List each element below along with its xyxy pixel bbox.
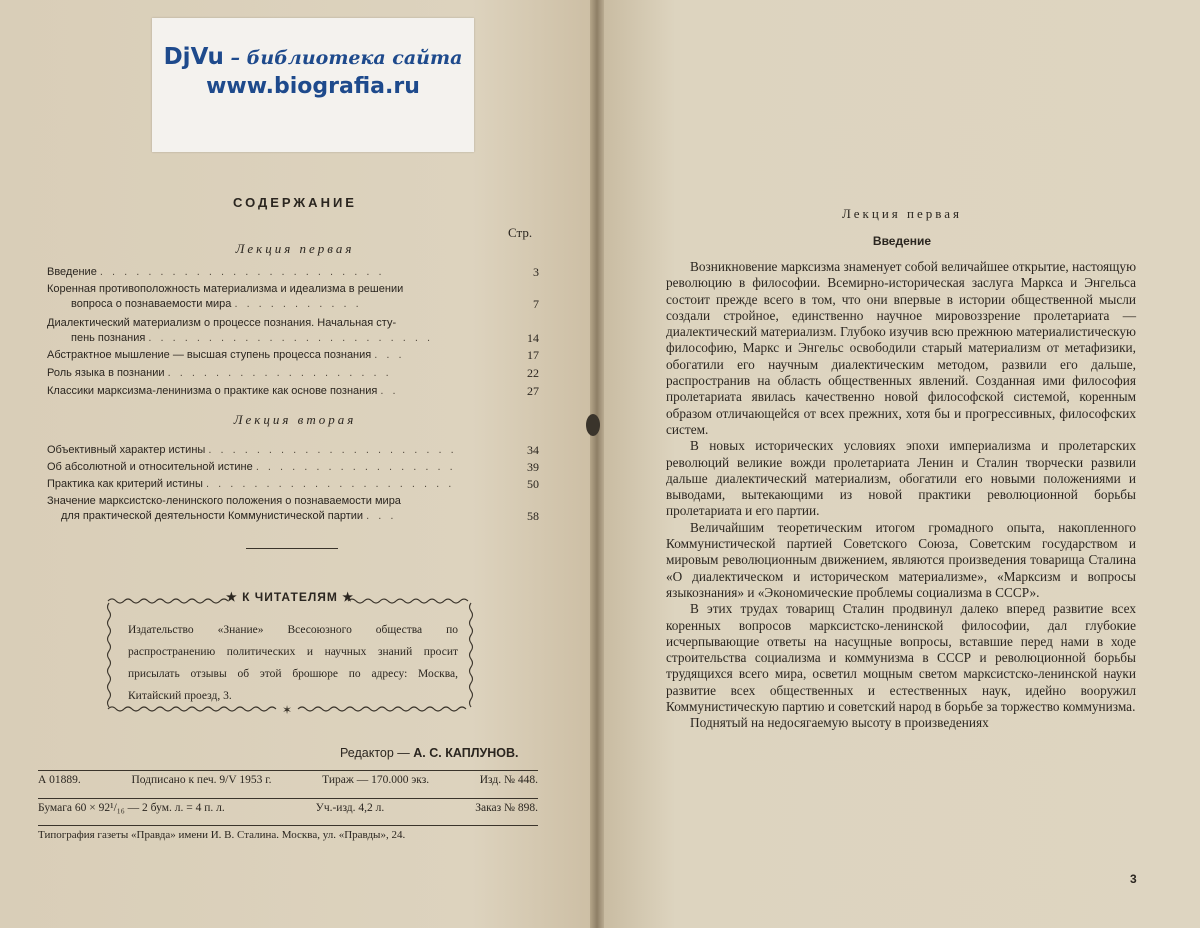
stamp-brand-line bbox=[152, 44, 474, 70]
toc-list-lecture-2 bbox=[47, 443, 545, 524]
section-heading: Введение bbox=[872, 234, 932, 248]
toc-item[interactable]: Диалектический материализм о процессе познания. Начальная сту- пень познания . . . . . . . . . . . . . . . . . . . . . . . . 14 bbox=[47, 317, 539, 345]
lecture-heading: Лекция первая bbox=[842, 206, 962, 221]
toc-item[interactable]: Классики марксизма-ленинизма о практике как основе познания . . 27 bbox=[47, 384, 539, 398]
toc-item[interactable]: Коренная противоположность материализма и идеализма в решении вопроса о познаваемости мира . . . . . . . . . . . 7 bbox=[47, 283, 539, 311]
reader-notice-text: Издательство «Знание» Всесоюзного общества по распространению политических и научных знаний просит присылать отзывы об этой брошюре по адресу: Москва, Китайский проезд, 3. bbox=[128, 624, 458, 702]
paragraph: В новых исторических условиях эпохи империализма и пролетарских революций великие вожди пролетариата Ленин и Сталин творчески развили дальше диалектический материализм, обогатили его новыми положениями и выводами, вытекающими из новой практики революционной борьбы пролетариата и его партии. bbox=[666, 438, 1136, 519]
toc-list-lecture-1 bbox=[47, 265, 545, 399]
toc-lecture-heading-2: Лекция вторая bbox=[233, 412, 357, 427]
imprint-line-2: Бумага 60 × 92¹/₁₆ — 2 бум. л. = 4 п. л. Уч.-изд. 4,2 л. Заказ № 898. bbox=[38, 798, 538, 814]
toc-page-column-label: Стр. bbox=[508, 225, 533, 240]
imprint-line-1: А 01889. Подписано к печ. 9/V 1953 г. Тираж — 170.000 экз. Изд. № 448. bbox=[38, 770, 538, 786]
imprint-line-3: Типография газеты «Правда» имени И. В. Сталина. Москва, ул. «Правды», 24. bbox=[38, 825, 538, 841]
stamp-tagline: – библиотека сайта bbox=[223, 47, 463, 69]
paragraph: Возникновение марксизма знаменует собой величайшее открытие, настоящую революцию в философии. Всемирно-историческая заслуга Маркса и Энгельса состоит прежде всего в том, что они впервые в истории общественной мысли создали стройное, единственно научное мировоззрение пролетариата — диалектический материализм. Глубоко изучив всю прежнюю материалистическую философию, Маркс и Энгельс освободили старый материализм от метафизики, обогатили его научным диалектическим методом, развили его дальше, распространив на область общественных явлений. Созданная ими философия пролетариата явилась качественно новой философской системой, коренным образом отличающейся от всех прежних, хотя бы и прогрессивных, философских систем. bbox=[666, 259, 1136, 437]
paragraph: В этих трудах товарищ Сталин продвинул далеко вперед развитие всех коренных вопросов марксистско-ленинской философии, дал глубокие исчерпывающие ответы на насущные вопросы, вставшие перед нами в ходе строительства социализма и коммунизма в СССР и революционной борьбы трудящихся всего мира, осветил мощным светом марксистско-ленинской науки развитие всех общественных и естественных наук, идейно вооружил Коммунистическую партию и советский народ в борьбе за торжество коммунизма. bbox=[666, 601, 1136, 715]
svg-text:✶: ✶ bbox=[282, 703, 293, 715]
paragraph: Величайшим теоретическим итогом громадного опыта, накопленного Коммунистической партией Советского Союза, Советским государством и мировым революционным движением, являются произведения товарища Сталина «О диалектическом и историческом материализме», «Марксизм и вопросы языкознания» и «Экономические проблемы социализма в СССР». bbox=[666, 519, 1136, 600]
section-divider bbox=[246, 548, 338, 549]
reader-notice-title: ★ К ЧИТАТЕЛЯМ ★ bbox=[226, 590, 354, 604]
toc-title: СОДЕРЖАНИЕ bbox=[233, 195, 357, 210]
book-gutter bbox=[590, 0, 604, 928]
paragraph: Поднятый на недосягаемую высоту в произведениях bbox=[690, 715, 989, 731]
body-text bbox=[666, 259, 1136, 732]
editor-name: А. С. КАПЛУНОВ. bbox=[413, 746, 519, 760]
toc-item[interactable]: Значение марксистско-ленинского положения о познаваемости мира для практической деятельности Коммунистической партии . . . 58 bbox=[47, 495, 539, 523]
toc-item[interactable]: Введение . . . . . . . . . . . . . . . . . . . . . . . . 3 bbox=[47, 265, 539, 279]
toc-item[interactable]: Практика как критерий истины . . . . . . . . . . . . . . . . . . . . . 50 bbox=[47, 477, 539, 491]
reader-notice-box bbox=[104, 590, 476, 715]
toc-item[interactable]: Объективный характер истины . . . . . . . . . . . . . . . . . . . . . 34 bbox=[47, 443, 539, 457]
toc-lecture-heading-1: Лекция первая bbox=[235, 241, 355, 256]
toc-item[interactable]: Абстрактное мышление — высшая ступень процесса познания . . . 17 bbox=[47, 348, 539, 362]
stamp-url: www.biografia.ru bbox=[206, 74, 420, 99]
watermark-stamp bbox=[152, 18, 474, 152]
toc-item[interactable]: Роль языка в познании . . . . . . . . . . . . . . . . . . . 22 bbox=[47, 366, 539, 380]
page-number: 3 bbox=[1130, 872, 1137, 886]
stamp-brand: DjVu bbox=[163, 44, 224, 70]
editor-credit: Редактор — А. С. КАПЛУНОВ. bbox=[340, 746, 519, 760]
toc-item[interactable]: Об абсолютной и относительной истине . . . . . . . . . . . . . . . . . 39 bbox=[47, 460, 539, 474]
